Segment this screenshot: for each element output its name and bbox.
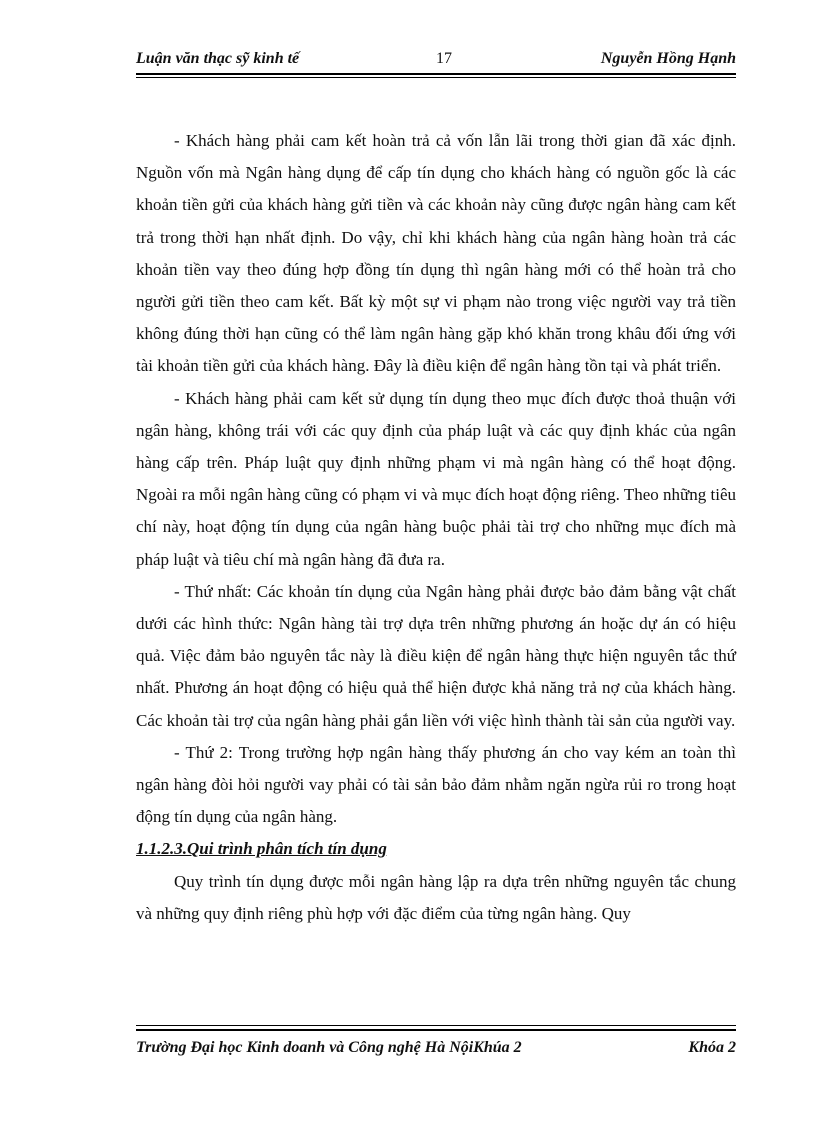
footer-university: Trường Đại học Kinh doanh và Công nghệ Hà NộiKhúa 2 [136, 1039, 522, 1056]
paragraph-process: Quy trình tín dụng được mỗi ngân hàng lập ra dựa trên những nguyên tắc chung và những quy định riêng phù hợp với đặc điểm của từng ngân hàng. Quy [136, 871, 736, 923]
footer-rule-thin [136, 1025, 736, 1026]
page-body [136, 125, 736, 930]
header-rule [136, 73, 736, 75]
section-heading: 1.1.2.3.Qui trình phân tích tín dụng [136, 839, 387, 859]
header-rule-thin [136, 77, 736, 78]
footer-rule [136, 1029, 736, 1031]
header-author: Nguyễn Hồng Hạnh [600, 50, 736, 67]
paragraph-repayment: - Khách hàng phải cam kết hoàn trả cả vốn lẫn lãi trong thời gian đã xác định. Nguồn vốn mà Ngân hàng dụng để cấp tín dụng cho khách hàng có nguồn gốc là các khoản tiền gửi của khách hàng gửi tiền và các khoản này cũng được ngân hàng cam kết trả trong thời hạn nhất định. Do vậy, chỉ khi khách hàng của ngân hàng hoàn trả các khoản tiền vay theo đúng hợp đồng tín dụng thì ngân hàng mới có thể hoàn trả cho người gửi tiền theo cam kết. Bất kỳ một sự vi phạm nào trong việc người vay trả tiền không đúng thời hạn cũng có thể làm ngân hàng gặp khó khăn trong khâu đối ứng với tài khoản tiền gửi của khách hàng. Đây là điều kiện để ngân hàng tồn tại và phát triển. [136, 131, 736, 376]
header-thesis-title: Luận văn thạc sỹ kinh tế [136, 50, 300, 67]
page-header [136, 46, 736, 74]
footer-course: Khóa 2 [688, 1039, 736, 1056]
paragraph-second: - Thứ 2: Trong trường hợp ngân hàng thấy phương án cho vay kém an toàn thì ngân hàng đòi hỏi người vay phải có tài sản bảo đảm nhằm ngăn ngừa rủi ro trong hoạt động tín dụng của ngân hàng. [136, 742, 736, 827]
paragraph-first: - Thứ nhất: Các khoản tín dụng của Ngân hàng phải được bảo đảm bằng vật chất dưới các hình thức: Ngân hàng tài trợ dựa trên những phương án hoặc dự án có hiệu quả. Việc đảm bảo nguyên tắc này là điều kiện để ngân hàng thực hiện nguyên tắc thứ nhất. Phương án hoạt động có hiệu quả thể hiện được khả năng trả nợ của khách hàng. Các khoản tài trợ của ngân hàng phải gắn liền với việc hình thành tài sản của người vay. [136, 581, 736, 730]
paragraph-purpose: - Khách hàng phải cam kết sử dụng tín dụng theo mục đích được thoả thuận với ngân hàng, không trái với các quy định của pháp luật và các quy định khác của ngân hàng cấp trên. Pháp luật quy định những phạm vi mà ngân hàng có thể hoạt động. Ngoài ra mỗi ngân hàng cũng có phạm vi và mục đích hoạt động riêng. Theo những tiêu chí này, hoạt động tín dụng của ngân hàng buộc phải tài trợ cho những mục đích mà pháp luật và tiêu chí mà ngân hàng đã đưa ra. [136, 388, 736, 569]
page-number: 17 [436, 50, 452, 67]
